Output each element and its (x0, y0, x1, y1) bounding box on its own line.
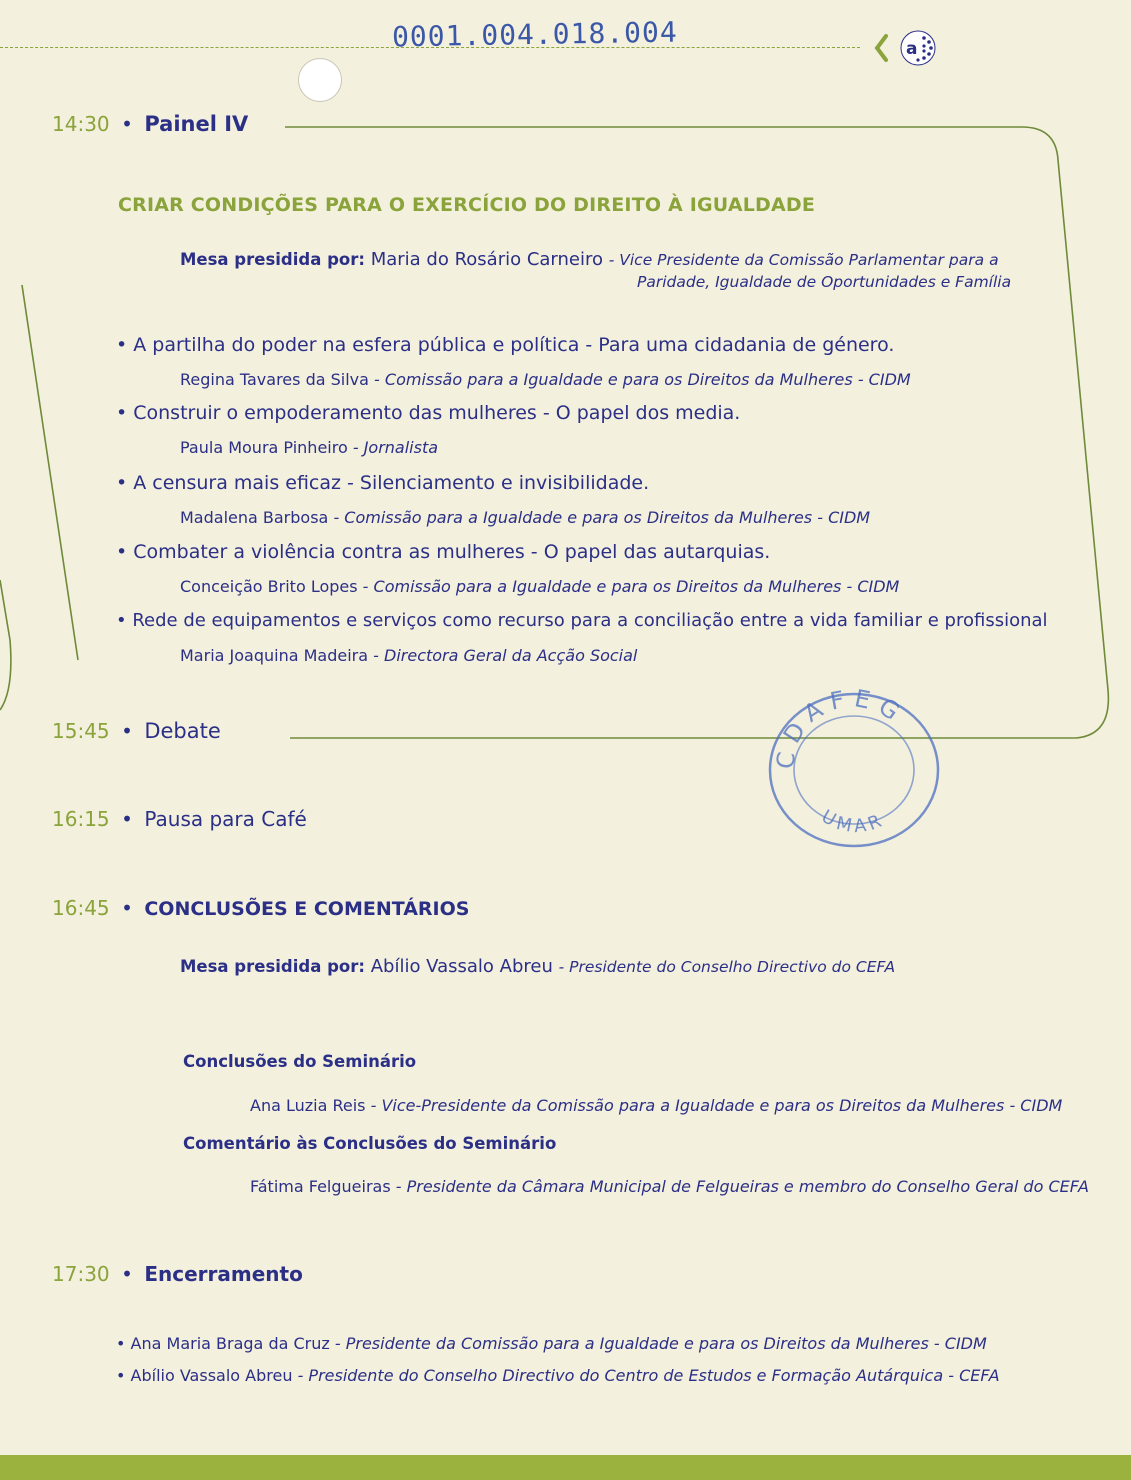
talk-speaker: Maria Joaquina Madeira - Directora Geral da Acção Social (180, 646, 638, 665)
conclusions-time: 16:45 (52, 896, 110, 920)
conclusions-chair-line (180, 956, 895, 977)
talk-title: • Combater a violência contra as mulheres - O papel das autarquias. (116, 541, 771, 563)
panel-chair-name: Maria do Rosário Carneiro (370, 249, 604, 270)
talk-title: • Rede de equipamentos e serviços como recurso para a conciliação entre a vida familiar e profissional (116, 610, 1048, 631)
debate-row (52, 719, 221, 743)
talk-speaker: Regina Tavares da Silva - Comissão para a Igualdade e para os Direitos da Mulheres - CIDM (180, 370, 911, 389)
panel-iv-header (52, 112, 248, 136)
svg-text:a: a (906, 39, 918, 59)
panel-chair-role-2: Paridade, Igualdade de Oportunidades e Família (637, 273, 1012, 291)
debate-label: Debate (144, 719, 221, 743)
conclusions-title: CONCLUSÕES E COMENTÁRIOS (144, 898, 470, 920)
svg-text:UMAR (818, 806, 888, 837)
panel-time: 14:30 (52, 112, 110, 136)
handwritten-reference-code: 0001.004.018.004 (391, 15, 678, 54)
talk-speaker: Madalena Barbosa - Comissão para a Igualdade e para os Direitos da Mulheres - CIDM (180, 508, 871, 527)
panel-chair-role-1: - Vice Presidente da Comissão Parlamentar para a (608, 251, 999, 269)
coffee-row (52, 807, 307, 831)
bullet-dot: • (114, 719, 140, 743)
closing-header (52, 1262, 303, 1286)
talk-speaker: Conceição Brito Lopes - Comissão para a Igualdade e para os Direitos da Mulheres - CIDM (180, 577, 900, 596)
talk-title: • Construir o empoderamento das mulheres - O papel dos media. (116, 402, 741, 424)
bullet-dot: • (114, 807, 140, 831)
closing-person: • Abílio Vassalo Abreu - Presidente do Conselho Directivo do Centro de Estudos e Formação Autárquica - CEFA (116, 1366, 1000, 1385)
talk-speaker: Paula Moura Pinheiro - Jornalista (180, 438, 439, 457)
coffee-label: Pausa para Café (144, 807, 307, 831)
stamp-bottom-text: UMAR (817, 806, 889, 838)
panel-chair-line (180, 249, 999, 270)
bullet-dot: • (114, 896, 140, 920)
bullet-dot: • (114, 112, 140, 136)
closing-title: Encerramento (144, 1262, 303, 1286)
panel-subtitle: CRIAR CONDIÇÕES PARA O EXERCÍCIO DO DIREITO À IGUALDADE (118, 194, 816, 216)
debate-time: 15:45 (52, 719, 110, 743)
closing-person: • Ana Maria Braga da Cruz - Presidente da Comissão para a Igualdade e para os Direitos da Mulheres - CIDM (116, 1334, 987, 1353)
bullet-dot: • (114, 1262, 140, 1286)
panel-title: Painel IV (144, 112, 249, 136)
conclusions-section-2-title: Comentário às Conclusões do Seminário (183, 1134, 557, 1153)
stamp-top-text: CDAFEG (770, 684, 912, 771)
conclusions-header (52, 896, 469, 920)
bottom-green-bar (0, 1455, 1131, 1480)
conclusions-chair-role: - Presidente do Conselho Directivo do CEFA (558, 958, 896, 976)
conclusions-chair-name: Abílio Vassalo Abreu (370, 956, 553, 977)
closing-time: 17:30 (52, 1262, 110, 1286)
talk-title: • A partilha do poder na esfera pública e política - Para uma cidadania de género. (116, 334, 895, 356)
conclusions-section-1-speaker: Ana Luzia Reis - Vice-Presidente da Comissão para a Igualdade e para os Direitos da Mulheres - CIDM (250, 1096, 1063, 1115)
cdafeg-stamp (762, 682, 948, 852)
panel-chair-label: Mesa presidida por: (180, 250, 365, 269)
coffee-time: 16:15 (52, 807, 110, 831)
talk-title: • A censura mais eficaz - Silenciamento e invisibilidade. (116, 472, 650, 494)
conclusions-section-1-title: Conclusões do Seminário (183, 1052, 417, 1071)
conclusions-section-2-speaker: Fátima Felgueiras - Presidente da Câmara Municipal de Felgueiras e membro do Conselho Geral do CEFA (250, 1177, 1089, 1196)
conclusions-chair-label: Mesa presidida por: (180, 957, 365, 976)
